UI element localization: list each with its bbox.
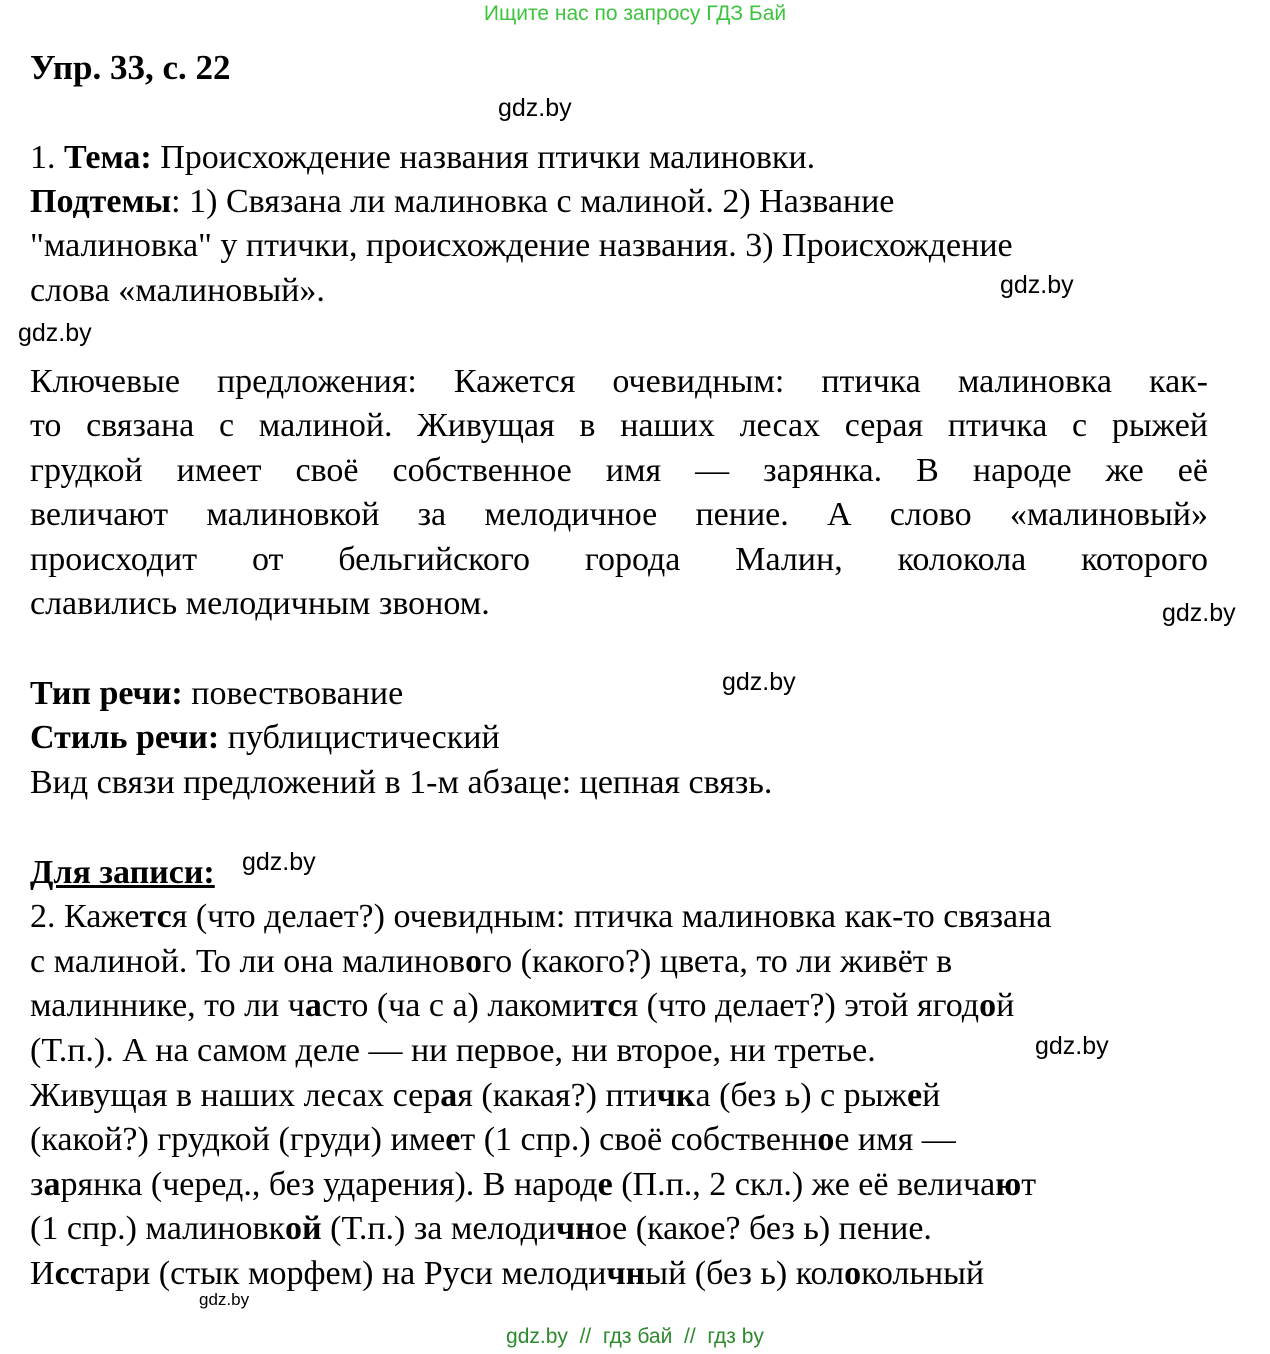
- theme-line: [30, 138, 815, 178]
- connection-type: Вид связи предложений в 1-м абзаце: цепная связь.: [30, 764, 773, 801]
- key-sentences-line: величают малиновкой за мелодичное пение. А слово «малиновый»: [30, 496, 1208, 533]
- theme-number: 1.: [30, 139, 64, 176]
- speech-type-label: Тип речи:: [30, 675, 183, 712]
- record-line: Живущая в наших лесах серая (какая?) птичка (без ь) с рыжей: [30, 1077, 941, 1114]
- record-line: Исстари (стык морфем) на Руси мелодичный (без ь) колокольный: [30, 1255, 985, 1292]
- speech-style: [30, 718, 500, 758]
- watermark: gdz.by: [1162, 599, 1236, 627]
- speech-style-value: публицистический: [219, 719, 500, 756]
- subthemes-label: Подтемы: [30, 183, 172, 220]
- page-title: Упр. 33, с. 22: [30, 48, 231, 87]
- theme-text: Происхождение названия птички малиновки.: [151, 139, 816, 176]
- key-sentences-line: происходит от бельгийского города Малин, колокола которого: [30, 541, 1208, 578]
- top-banner: Ищите нас по запросу ГДЗ Бай: [483, 2, 787, 25]
- subthemes-line-1: [30, 182, 894, 222]
- watermark: gdz.by: [199, 1290, 250, 1309]
- theme-label: Тема:: [64, 139, 152, 176]
- for-record-heading: [30, 853, 215, 893]
- subthemes-text: : 1) Связана ли малиновка с малиной. 2) Название: [171, 183, 895, 220]
- speech-type: [30, 674, 403, 714]
- watermark: gdz.by: [242, 848, 316, 876]
- record-line: с малиной. То ли она малинового (какого?) цвета, то ли живёт в: [30, 943, 953, 980]
- record-line: (какой?) грудкой (груди) имеет (1 спр.) своё собственное имя —: [30, 1121, 956, 1158]
- record-line: 2. Кажется (что делает?) очевидным: птичка малиновка как-то связана: [30, 898, 1052, 935]
- subthemes-line-2: "малиновка" у птички, происхождение названия. 3) Происхождение: [30, 227, 1013, 264]
- footer-links: gdz.by // гдз бай // гдз by: [506, 1325, 764, 1348]
- key-sentences-line: то связана с малиной. Живущая в наших лесах серая птичка с рыжей: [30, 407, 1208, 444]
- watermark: gdz.by: [18, 319, 92, 347]
- record-line: зарянка (черед., без ударения). В народе (П.п., 2 скл.) же её величают: [30, 1166, 1037, 1203]
- record-line: (1 спр.) малиновкой (Т.п.) за мелодичное (какое? без ь) пение.: [30, 1210, 932, 1247]
- record-line: (Т.п.). А на самом деле — ни первое, ни второе, ни третье.: [30, 1032, 876, 1069]
- key-sentences-line: грудкой имеет своё собственное имя — зарянка. В народе же её: [30, 452, 1208, 489]
- speech-style-label: Стиль речи:: [30, 719, 220, 756]
- watermark: gdz.by: [722, 668, 796, 696]
- subthemes-line-3: слова «малиновый».: [30, 272, 325, 309]
- for-record-label: Для записи:: [30, 854, 215, 891]
- watermark: gdz.by: [1035, 1032, 1109, 1060]
- speech-type-value: повествование: [182, 675, 404, 712]
- watermark: gdz.by: [1000, 271, 1074, 299]
- watermark: gdz.by: [498, 94, 572, 122]
- record-line: малиннике, то ли часто (ча с а) лакомится (что делает?) этой ягодой: [30, 987, 1015, 1024]
- key-sentences-line: Ключевые предложения: Кажется очевидным: птичка малиновка как-: [30, 363, 1208, 400]
- key-sentences-line: славились мелодичным звоном.: [30, 585, 490, 622]
